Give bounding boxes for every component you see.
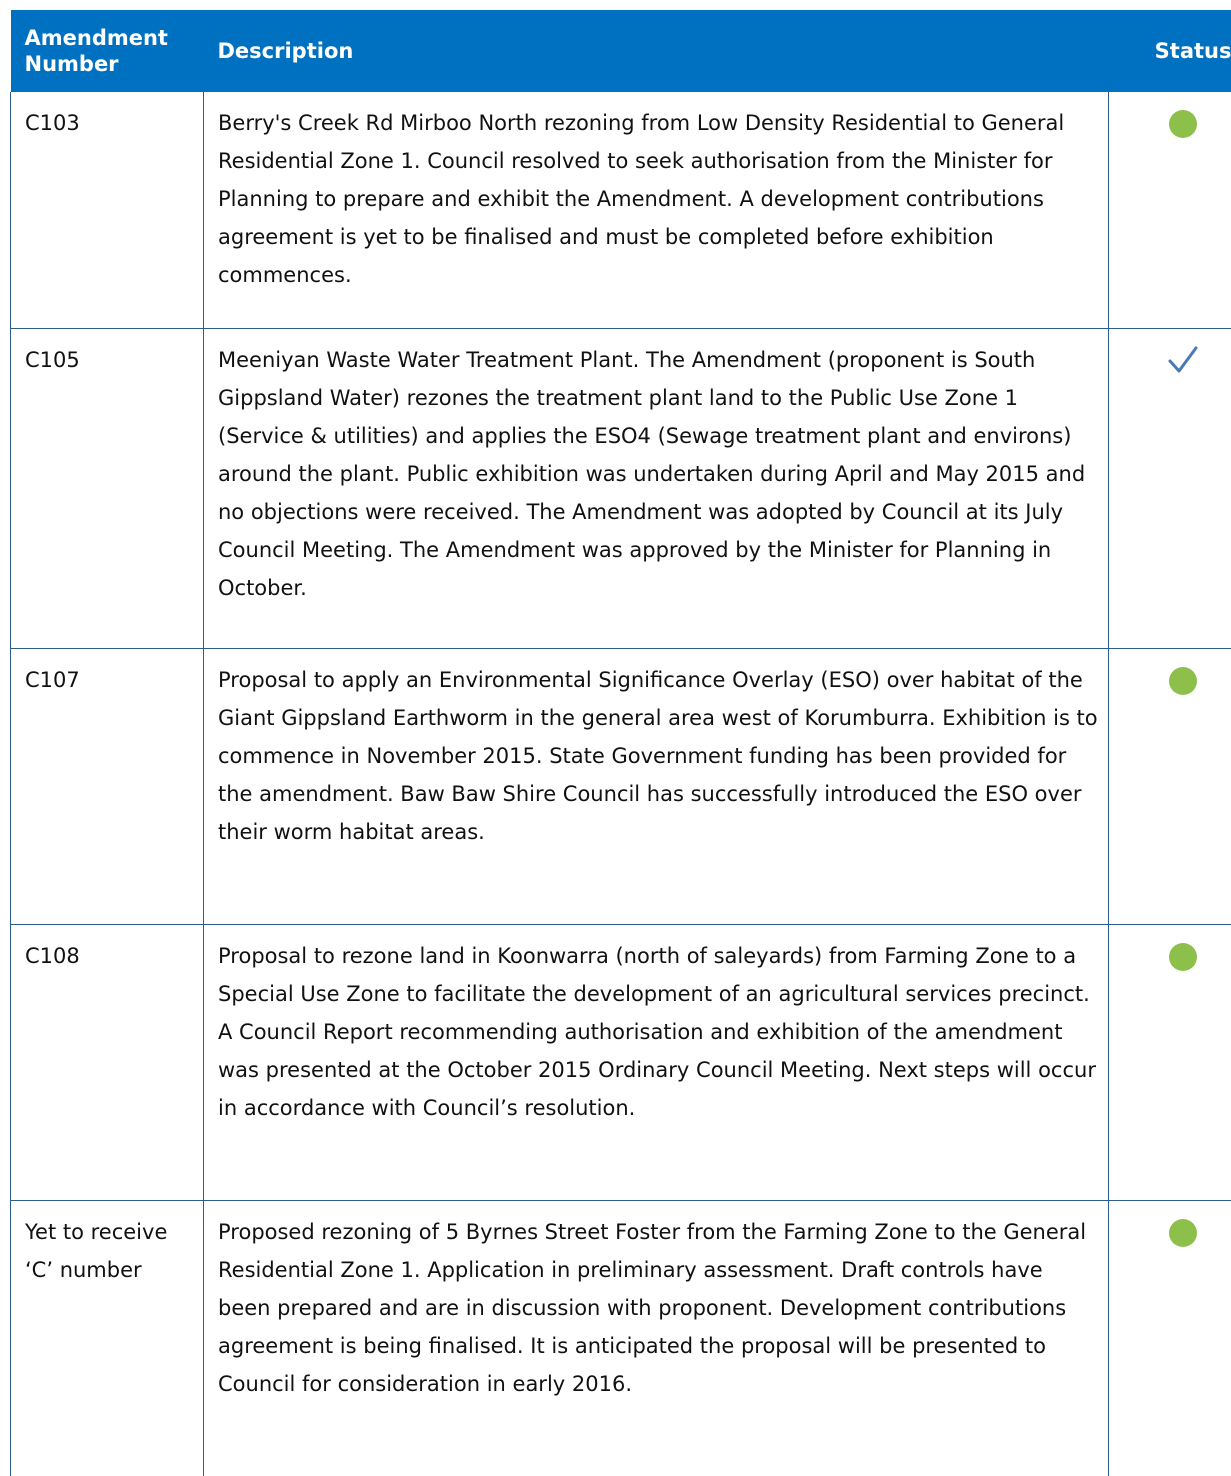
status-cell	[1109, 924, 1231, 1200]
amendments-table	[10, 10, 1231, 1476]
description-cell: Proposed rezoning of 5 Byrnes Street Foster from the Farming Zone to the General Residential Zone 1. Application in preliminary assessment. Draft controls have been prepared and are in discussion with proponent. Development contributions agreement is being finalised. It is anticipated the proposal will be presented to Council for consideration in early 2016.	[204, 1200, 1109, 1476]
check-icon	[1167, 345, 1199, 387]
amendment-number-cell: C105	[11, 328, 204, 648]
status-cell	[1109, 648, 1231, 924]
header-amendment-number: Amendment Number	[24, 26, 168, 76]
status-cell	[1109, 328, 1231, 648]
description-cell: Proposal to apply an Environmental Significance Overlay (ESO) over habitat of the Giant Gippsland Earthworm in the general area west of Korumburra. Exhibition is to commence in November 2015. State Government funding has been provided for the amendment. Baw Baw Shire Council has successfully introduced the ESO over their worm habitat areas.	[204, 648, 1109, 924]
amendment-number-cell: C103	[11, 92, 204, 328]
amendment-number-cell: Yet to receive ‘C’ number	[11, 1200, 204, 1476]
table-row	[11, 328, 1231, 648]
table-row	[11, 648, 1231, 924]
description-cell: Proposal to rezone land in Koonwarra (north of saleyards) from Farming Zone to a Special Use Zone to facilitate the development of an agricultural services precinct. A Council Report recommending authorisation and exhibition of the amendment was presented at the October 2015 Ordinary Council Meeting. Next steps will occur in accordance with Council’s resolution.	[204, 924, 1109, 1200]
status-cell	[1109, 92, 1231, 328]
green-dot-icon	[1169, 110, 1197, 138]
header-status: Status	[1154, 39, 1231, 63]
green-dot-icon	[1169, 667, 1197, 695]
table-header-row	[11, 10, 1231, 92]
amendment-number-cell: C108	[11, 924, 204, 1200]
green-dot-icon	[1169, 1219, 1197, 1247]
table-row	[11, 924, 1231, 1200]
amendment-number-cell: C107	[11, 648, 204, 924]
status-cell	[1109, 1200, 1231, 1476]
table-row	[11, 1200, 1231, 1476]
header-description: Description	[217, 39, 354, 63]
table-row	[11, 92, 1231, 328]
description-cell: Meeniyan Waste Water Treatment Plant. The Amendment (proponent is South Gippsland Water) rezones the treatment plant land to the Public Use Zone 1 (Service & utilities) and applies the ESO4 (Sewage treatment plant and environs) around the plant. Public exhibition was undertaken during April and May 2015 and no objections were received. The Amendment was adopted by Council at its July Council Meeting. The Amendment was approved by the Minister for Planning in October.	[204, 328, 1109, 648]
amendments-table-container	[10, 10, 1231, 1476]
description-cell: Berry's Creek Rd Mirboo North rezoning from Low Density Residential to General Residential Zone 1. Council resolved to seek authorisation from the Minister for Planning to prepare and exhibit the Amendment. A development contributions agreement is yet to be finalised and must be completed before exhibition commences.	[204, 92, 1109, 328]
green-dot-icon	[1169, 943, 1197, 971]
